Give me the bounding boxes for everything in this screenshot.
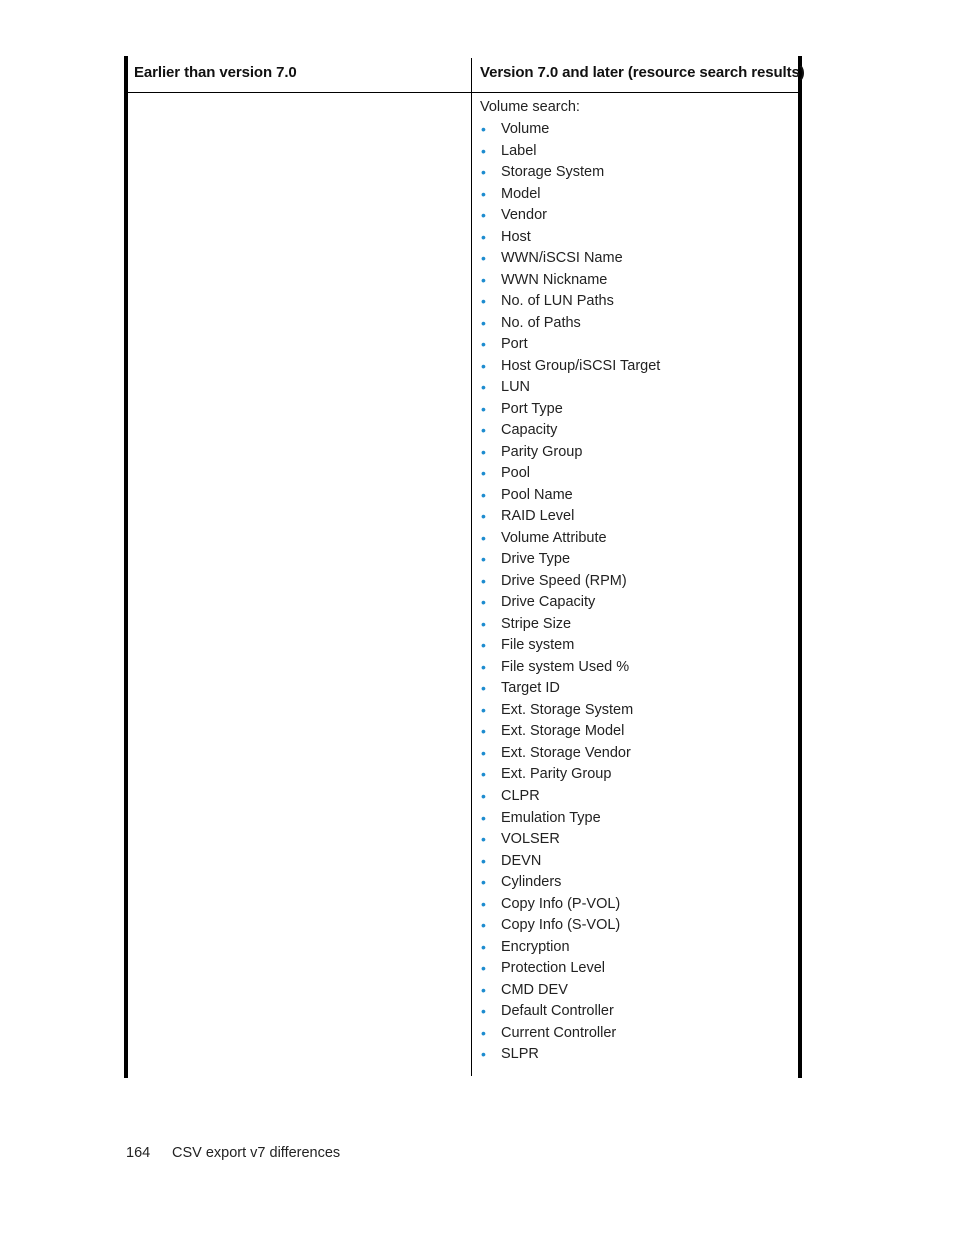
- list-item-label: Volume Attribute: [501, 529, 607, 546]
- list-item-label: File system Used %: [501, 658, 630, 675]
- list-item: [481, 808, 660, 830]
- list-item-label: Storage System: [501, 164, 605, 181]
- list-item-label: Port: [501, 336, 528, 353]
- list-item-label: Host: [501, 228, 531, 245]
- bullet-icon: •: [481, 250, 486, 267]
- list-item-label: File system: [501, 637, 575, 654]
- list-item: [481, 119, 660, 141]
- list-item-label: Emulation Type: [501, 809, 601, 826]
- list-item: [481, 399, 660, 421]
- bullet-icon: •: [481, 486, 486, 503]
- bullet-icon: •: [481, 723, 486, 740]
- bullet-icon: •: [481, 422, 486, 439]
- bullet-icon: •: [481, 551, 486, 568]
- list-item: [481, 937, 660, 959]
- list-item-label: No. of Paths: [501, 314, 581, 331]
- bullet-icon: •: [481, 465, 486, 482]
- bullet-icon: •: [481, 637, 486, 654]
- list-item-label: Pool: [501, 465, 531, 482]
- list-item: [481, 506, 660, 528]
- footer-title: CSV export v7 differences: [172, 1145, 341, 1161]
- bullet-icon: •: [481, 594, 486, 611]
- bullet-icon: •: [481, 1024, 486, 1041]
- bullet-icon: •: [481, 164, 486, 181]
- list-item: [481, 248, 660, 270]
- list-item-label: Ext. Parity Group: [501, 766, 612, 783]
- bullet-icon: •: [481, 1046, 486, 1063]
- list-item: [481, 657, 660, 679]
- bullet-icon: •: [481, 529, 486, 546]
- list-item-label: Copy Info (P-VOL): [501, 895, 621, 912]
- list-item-label: WWN Nickname: [501, 271, 608, 288]
- list-item-label: Encryption: [501, 938, 570, 955]
- list-item: [481, 291, 660, 313]
- list-item-label: Cylinders: [501, 874, 562, 891]
- list-item: [481, 1001, 660, 1023]
- bullet-icon: •: [481, 400, 486, 417]
- list-item-label: Stripe Size: [501, 615, 572, 632]
- bullet-icon: •: [481, 357, 486, 374]
- list-item-label: Drive Capacity: [501, 594, 596, 611]
- list-item-label: CLPR: [501, 787, 540, 804]
- bullet-icon: •: [481, 508, 486, 525]
- list-item: [481, 377, 660, 399]
- list-item: [481, 635, 660, 657]
- bullet-icon: •: [481, 314, 486, 331]
- bullet-icon: •: [481, 658, 486, 675]
- comparison-table: [124, 56, 805, 1078]
- list-item: [481, 205, 660, 227]
- list-item-label: Current Controller: [501, 1024, 617, 1041]
- list-item: [481, 678, 660, 700]
- list-item: [481, 743, 660, 765]
- bullet-icon: •: [481, 895, 486, 912]
- list-item: [481, 313, 660, 335]
- list-item: [481, 764, 660, 786]
- list-item-label: Model: [501, 185, 541, 202]
- list-item-label: Host Group/iSCSI Target: [501, 357, 661, 374]
- column-divider: [471, 58, 472, 1076]
- list-item: [481, 485, 660, 507]
- list-item: [481, 1023, 660, 1045]
- bullet-icon: •: [481, 852, 486, 869]
- list-item: [481, 851, 660, 873]
- bullet-icon: •: [481, 293, 486, 310]
- bullet-icon: •: [481, 744, 486, 761]
- list-item-label: Copy Info (S-VOL): [501, 917, 621, 934]
- bullet-icon: •: [481, 615, 486, 632]
- list-item: [481, 571, 660, 593]
- bullet-icon: •: [481, 142, 486, 159]
- list-item-label: CMD DEV: [501, 981, 568, 998]
- list-item-label: Port Type: [501, 400, 563, 417]
- list-item-label: DEVN: [501, 852, 542, 869]
- bullet-icon: •: [481, 680, 486, 697]
- list-item: [481, 786, 660, 808]
- list-item: [481, 184, 660, 206]
- list-item-label: VOLSER: [501, 831, 560, 848]
- list-item-label: WWN/iSCSI Name: [501, 250, 623, 267]
- list-item: [481, 1044, 660, 1066]
- bullet-icon: •: [481, 938, 486, 955]
- header-version-7-later: Version 7.0 and later (resource search results): [480, 64, 805, 81]
- list-item: [481, 549, 660, 571]
- bullet-icon: •: [481, 960, 486, 977]
- list-item: [481, 141, 660, 163]
- bullet-icon: •: [481, 443, 486, 460]
- list-item: [481, 356, 660, 378]
- list-item-label: Drive Type: [501, 551, 571, 568]
- list-item-label: Pool Name: [501, 486, 573, 503]
- list-item: [481, 980, 660, 1002]
- list-item-label: Ext. Storage Vendor: [501, 744, 631, 761]
- list-item: [481, 915, 660, 937]
- bullet-icon: •: [481, 121, 486, 137]
- list-item: [481, 894, 660, 916]
- page-number: 164: [126, 1145, 151, 1161]
- bullet-icon: •: [481, 271, 486, 288]
- list-item-label: Vendor: [501, 207, 547, 224]
- volume-search-label: Volume search:: [480, 99, 580, 115]
- list-item-label: No. of LUN Paths: [501, 293, 614, 310]
- list-item-label: Parity Group: [501, 443, 583, 460]
- list-item-label: Target ID: [501, 680, 560, 697]
- table-left-border: [124, 56, 128, 1078]
- bullet-icon: •: [481, 831, 486, 848]
- list-item: [481, 270, 660, 292]
- bullet-icon: •: [481, 572, 486, 589]
- bullet-icon: •: [481, 207, 486, 224]
- bullet-icon: •: [481, 336, 486, 353]
- bullet-icon: •: [481, 787, 486, 804]
- list-item: [481, 420, 660, 442]
- list-item-label: Ext. Storage Model: [501, 723, 625, 740]
- list-item: [481, 872, 660, 894]
- list-item: [481, 958, 660, 980]
- bullet-icon: •: [481, 809, 486, 826]
- list-item: [481, 700, 660, 722]
- list-item: [481, 334, 660, 356]
- list-item: [481, 528, 660, 550]
- header-divider: [128, 92, 798, 93]
- list-item: [481, 592, 660, 614]
- list-item-label: Default Controller: [501, 1003, 614, 1020]
- list-item-label: LUN: [501, 379, 531, 396]
- list-item-label: Drive Speed (RPM): [501, 572, 627, 589]
- list-item: [481, 721, 660, 743]
- list-item-label: Label: [501, 142, 537, 159]
- table-right-border: [798, 56, 802, 1078]
- bullet-icon: •: [481, 766, 486, 783]
- list-item-label: Capacity: [501, 422, 558, 439]
- bullet-icon: •: [481, 874, 486, 891]
- bullet-icon: •: [481, 379, 486, 396]
- bullet-icon: •: [481, 917, 486, 934]
- bullet-icon: •: [481, 1003, 486, 1020]
- list-item-label: RAID Level: [501, 508, 575, 525]
- list-item: [481, 227, 660, 249]
- list-item-label: Ext. Storage System: [501, 701, 634, 718]
- header-earlier-version: Earlier than version 7.0: [134, 64, 297, 81]
- volume-search-columns-list: [481, 119, 660, 1066]
- list-item: [481, 442, 660, 464]
- bullet-icon: •: [481, 981, 486, 998]
- bullet-icon: •: [481, 185, 486, 202]
- list-item-label: SLPR: [501, 1046, 539, 1063]
- list-item-label: Volume: [501, 121, 550, 137]
- bullet-icon: •: [481, 701, 486, 718]
- bullet-icon: •: [481, 228, 486, 245]
- list-item: [481, 614, 660, 636]
- list-item: [481, 829, 660, 851]
- list-item: [481, 162, 660, 184]
- list-item-label: Protection Level: [501, 960, 605, 977]
- list-item: [481, 463, 660, 485]
